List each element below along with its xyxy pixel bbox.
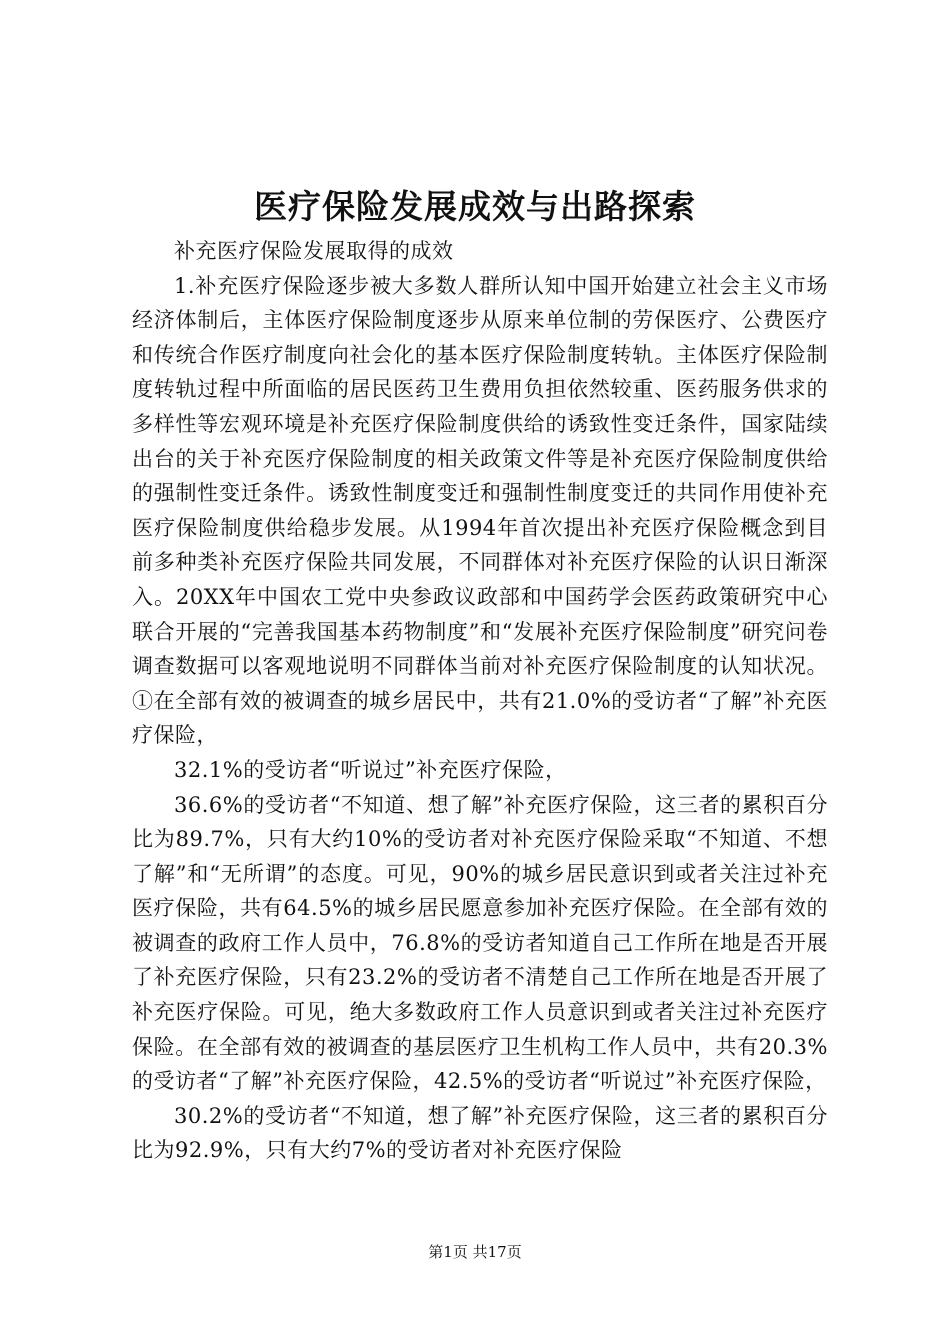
paragraph: 36.6%的受访者“不知道、想了解”补充医疗保险，这三者的累积百分比为89.7%，只有大约10%的受访者对补充医疗保险采取“不知道、不想了解”和“无所谓”的态度。可见，90%的城乡居民意识到或者关注过补充医疗保险，共有64.5%的城乡居民愿意参加补充医疗保险。在全部有效的被调查的政府工作人员中，76.8%的受访者知道自己工作所在地是否开展了补充医疗保险，只有23.2%的受访者不清楚自己工作所在地是否开展了补充医疗保险。可见，绝大多数政府工作人员意识到或者关注过补充医疗保险。在全部有效的被调查的基层医疗卫生机构工作人员中，共有20.3%的受访者“了解”补充医疗保险，42.5%的受访者“听说过”补充医疗保险，	[132, 792, 828, 1094]
section-heading: 补充医疗保险发展取得的成效	[174, 239, 454, 263]
paragraph: 1.补充医疗保险逐步被大多数人群所认知中国开始建立社会主义市场经济体制后，主体医疗保险制度逐步从原来单位制的劳保医疗、公费医疗和传统合作医疗制度向社会化的基本医疗保险制度转轨。主体医疗保险制度转轨过程中所面临的居民医药卫生费用负担依然较重、医药服务供求的多样性等宏观环境是补充医疗保险制度供给的诱致性变迁条件，国家陆续出台的关于补充医疗保险制度的相关政策文件等是补充医疗保险制度供给的强制性变迁条件。诱致性制度变迁和强制性制度变迁的共同作用使补充医疗保险制度供给稳步发展。从1994年首次提出补充医疗保险概念到目前多种类补充医疗保险共同发展，不同群体对补充医疗保险的认识日渐深入。20XX年中国农工党中央参政议政部和中国药学会医药政策研究中心联合开展的“完善我国基本药物制度”和“发展补充医疗保险制度”研究问卷调查数据可以客观地说明不同群体当前对补充医疗保险制度的认知状况。①在全部有效的被调查的城乡居民中，共有21.0%的受访者“了解”补充医疗保险，	[132, 273, 828, 748]
paragraph: 30.2%的受访者“不知道，想了解”补充医疗保险，这三者的累积百分比为92.9%，只有大约7%的受访者对补充医疗保险	[132, 1103, 828, 1163]
document-title: 医疗保险发展成效与出路探索	[254, 187, 696, 226]
document-body	[132, 234, 828, 1168]
page-number-footer: 第1页 共17页	[428, 1243, 522, 1261]
paragraph: 32.1%的受访者“听说过”补充医疗保险，	[174, 757, 567, 782]
